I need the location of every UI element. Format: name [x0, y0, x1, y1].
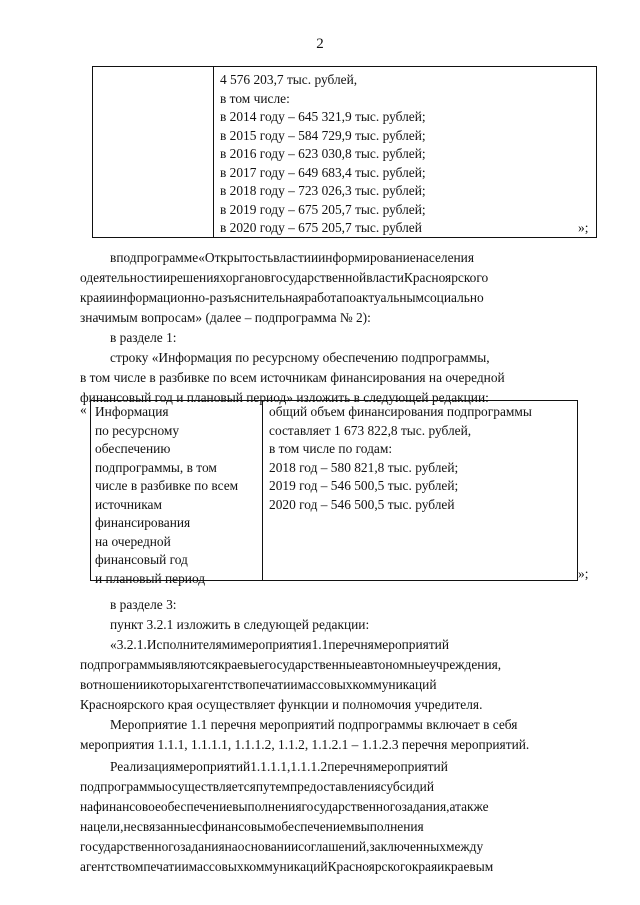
- paragraph-implementation: [80, 757, 590, 877]
- table-line: Информация: [95, 404, 169, 419]
- table-line: в том числе:: [220, 90, 290, 106]
- table-line: по ресурсному: [95, 422, 180, 438]
- text-line: мероприятия 1.1.1, 1.1.1.1, 1.1.1.2, 1.1.2, 1.1.2.1 – 1.1.2.3 перечня мероприятий.: [80, 737, 530, 752]
- table-line: подпрограммы, в том: [95, 459, 217, 475]
- table-line: 2020 год – 546 500,5 тыс. рублей: [269, 496, 455, 512]
- table-line: финансирования: [95, 515, 191, 530]
- table-line: источникам: [95, 496, 162, 512]
- table-line: в 2018 году – 723 026,3 тыс. рублей;: [220, 183, 426, 198]
- funding-table-1: [92, 66, 597, 238]
- section-heading: в разделе 3:: [110, 597, 177, 612]
- text-line: нацели,несвязанныесфинансовымобеспечениемвыполнения: [80, 819, 424, 834]
- table-left-cell: [91, 401, 263, 586]
- paragraph-subprogram: [80, 248, 590, 328]
- paragraph-measures: [80, 715, 590, 755]
- paragraph-row: [80, 348, 590, 408]
- text-line: финансовый год и плановый период» изложить в следующей редакции:: [80, 390, 489, 405]
- text-line: агентствомпечатиимассовыхкоммуникацийКрасноярскогокраяикраевым: [80, 859, 494, 874]
- funding-table-2: [90, 400, 578, 586]
- text-line: в том числе в разбивке по всем источникам финансирования на очередной: [80, 370, 505, 385]
- paragraph-3-2-1: [80, 635, 590, 715]
- table-line: в 2017 году – 649 683,4 тыс. рублей;: [220, 164, 426, 180]
- text-line: подпрограммыявляютсякраевыегосударственныеавтономныеучреждения,: [80, 657, 502, 672]
- table-line: в 2014 году – 645 321,9 тыс. рублей;: [220, 109, 426, 124]
- text-line: вотношениикоторыхагентствопечатиимассовыхкоммуникаций: [80, 677, 437, 692]
- table-line: финансовый год: [95, 552, 188, 567]
- text-line: Реализациямероприятий1.1.1.1,1.1.1.2перечнямероприятий: [110, 759, 448, 774]
- table-line: обеспечению: [95, 441, 171, 456]
- table-line: на очередной: [95, 533, 171, 549]
- table-line: в 2019 году – 675 205,7 тыс. рублей;: [220, 201, 426, 217]
- table-line: в том числе по годам:: [269, 441, 393, 456]
- table-line: 4 576 203,7 тыс. рублей,: [220, 72, 358, 87]
- text-line: вподпрограмме«Открытостьвластииинформированиенаселения: [110, 250, 475, 265]
- table-line: 2018 год – 580 821,8 тыс. рублей;: [269, 459, 459, 475]
- table-right-cell: [214, 67, 596, 237]
- table-line: в 2015 году – 584 729,9 тыс. рублей;: [220, 127, 426, 143]
- text-line: государственногозаданиянаоснованиисоглашений,заключенныхмежду: [80, 839, 484, 854]
- text-line: «3.2.1.Исполнителямимероприятия1.1перечнямероприятий: [110, 637, 450, 652]
- item-heading: пункт 3.2.1 изложить в следующей редакции:: [110, 617, 370, 632]
- text-line: Мероприятие 1.1 перечня мероприятий подпрограммы включает в себя: [110, 717, 518, 732]
- text-line: краяиинформационно-разъяснительнаяработапоактуальнымсоциально: [80, 290, 484, 305]
- page-number: 2: [316, 36, 324, 52]
- table-line: в 2020 году – 675 205,7 тыс. рублей: [220, 220, 422, 235]
- table-line: в 2016 году – 623 030,8 тыс. рублей;: [220, 146, 426, 161]
- text-line: значимым вопросам» (далее – подпрограмма № 2):: [80, 310, 371, 325]
- table-line: числе в разбивке по всем: [95, 478, 239, 493]
- table-line: и плановый период: [95, 570, 206, 586]
- opening-quote: «: [80, 402, 87, 417]
- table-left-cell: [93, 67, 214, 237]
- text-line: подпрограммыосуществляетсяпутемпредоставлениясубсидий: [80, 779, 434, 794]
- text-line: строку «Информация по ресурсному обеспечению подпрограммы,: [110, 350, 490, 365]
- table-line: общий объем финансирования подпрограммы: [269, 404, 532, 419]
- text-line: одеятельностиирешенияхоргановгосударственнойвластиКрасноярского: [80, 270, 489, 285]
- table-right-cell: [263, 401, 577, 580]
- closing-quote: »;: [578, 220, 589, 235]
- section-heading: в разделе 1:: [110, 330, 177, 345]
- closing-quote: »;: [578, 566, 589, 581]
- table-line: составляет 1 673 822,8 тыс. рублей,: [269, 422, 472, 438]
- table-line: 2019 год – 546 500,5 тыс. рублей;: [269, 478, 459, 493]
- text-line: нафинансовоеобеспечениевыполнениягосударственногозадания,атакже: [80, 799, 489, 814]
- text-line: Красноярского края осуществляет функции и полномочия учредителя.: [80, 697, 483, 712]
